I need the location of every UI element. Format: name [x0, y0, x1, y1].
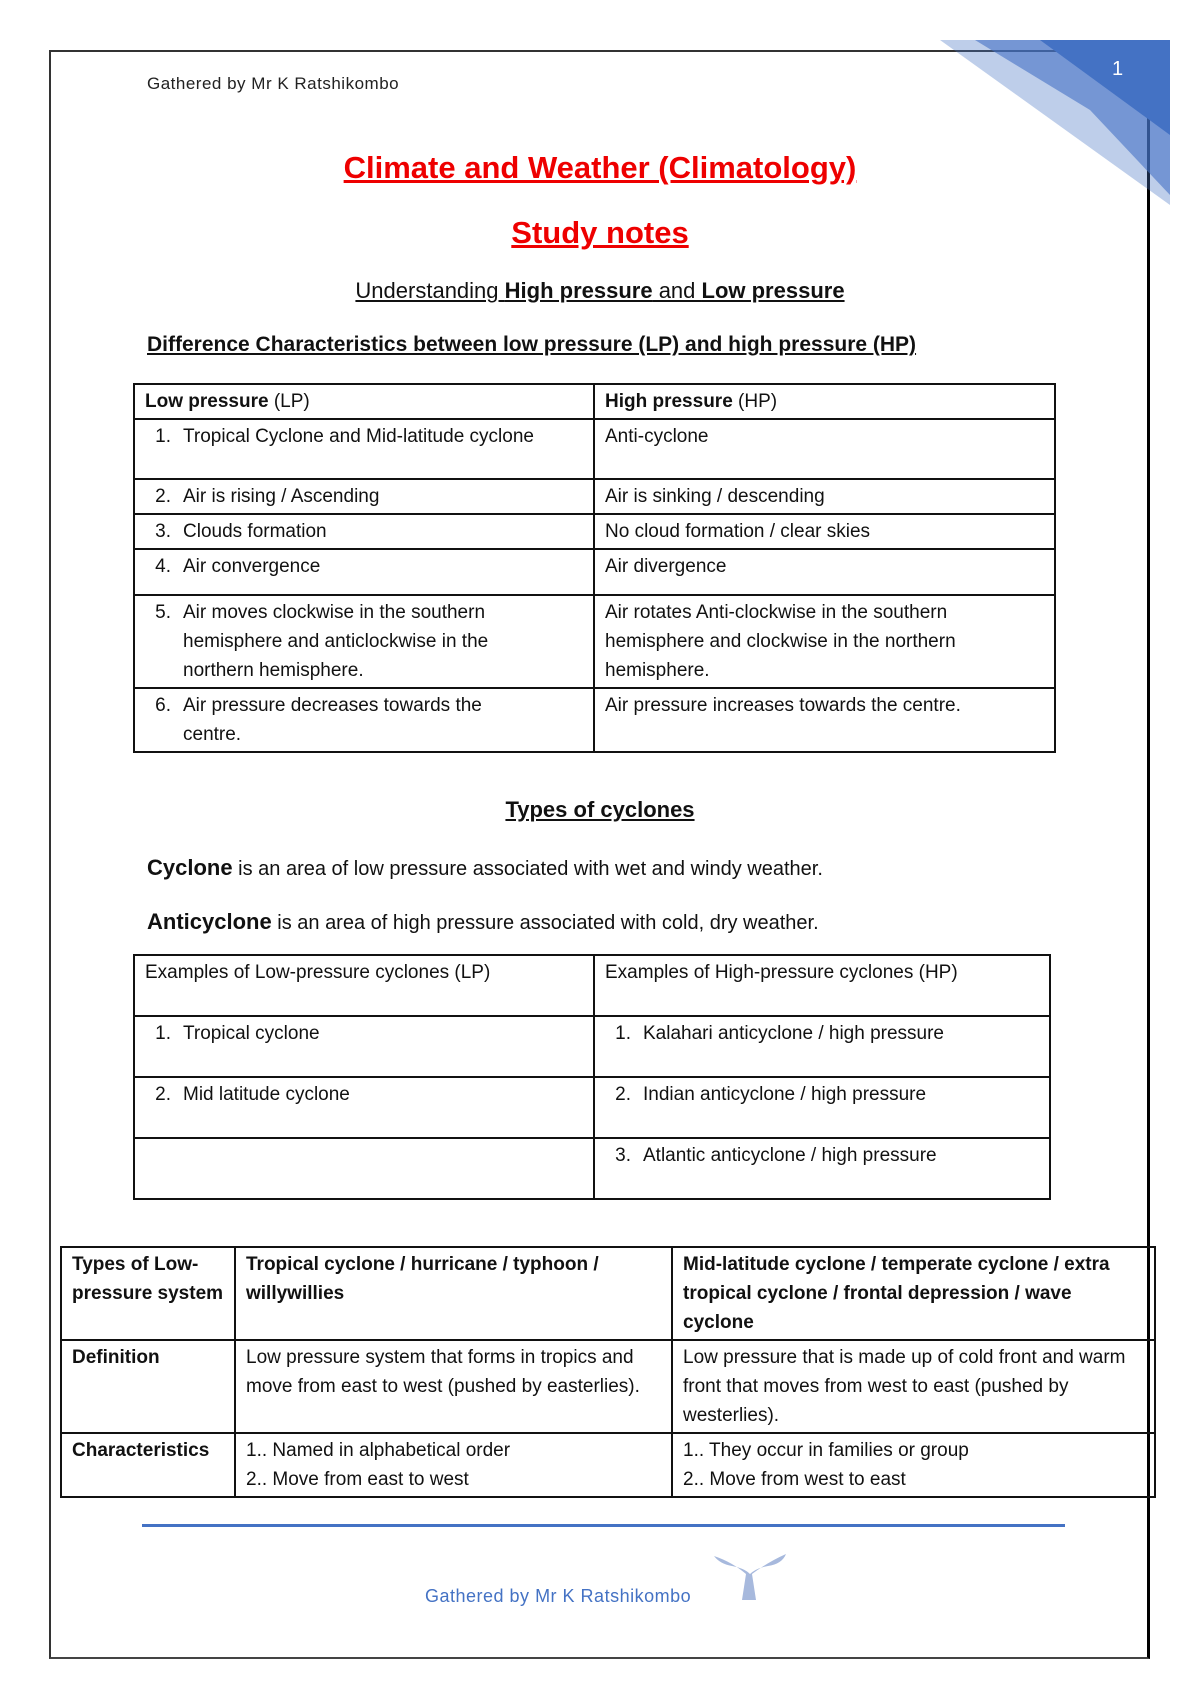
- lp-cell: 3. Clouds formation: [134, 514, 594, 549]
- cyclone-comparison-table: [60, 1246, 1156, 1498]
- tropical-cell: 1.. Named in alphabetical order 2.. Move from east to west: [235, 1433, 672, 1497]
- intro-low: Low pressure: [701, 278, 845, 303]
- hp-example: 3. Atlantic anticyclone / high pressure: [594, 1138, 1050, 1199]
- table-row: [134, 1077, 1050, 1138]
- hp-header: High pressure (HP): [594, 384, 1055, 419]
- table-row: [134, 549, 1055, 595]
- hp-cell: Air divergence: [594, 549, 1055, 595]
- table-row: [61, 1340, 1155, 1433]
- lp-examples-header: Examples of Low-pressure cyclones (LP): [134, 955, 594, 1016]
- examples-table: [133, 954, 1051, 1200]
- difference-heading: Difference Characteristics between low pressure (LP) and high pressure (HP): [147, 333, 917, 356]
- midlatitude-cell: Low pressure that is made up of cold front and warm front that moves from west to east (pushed by westerlies).: [672, 1340, 1155, 1433]
- intro-line: [0, 278, 1200, 304]
- intro-high: High pressure: [504, 278, 653, 303]
- lp-example-empty: [134, 1138, 594, 1199]
- lp-example: 1. Tropical cyclone: [134, 1016, 594, 1077]
- lp-cell: 6. Air pressure decreases towards the centre.: [134, 688, 594, 752]
- lp-cell: 4. Air convergence: [134, 549, 594, 595]
- tropical-cell: Low pressure system that forms in tropics and move from east to west (pushed by easterlies).: [235, 1340, 672, 1433]
- table-row: [134, 595, 1055, 688]
- row-label: Definition: [61, 1340, 235, 1433]
- types-heading: Types of cyclones: [505, 797, 695, 822]
- lp-cell: 2. Air is rising / Ascending: [134, 479, 594, 514]
- document-title: Climate and Weather (Climatology): [343, 150, 857, 185]
- intro-mid: and: [652, 278, 702, 303]
- table-row: [134, 688, 1055, 752]
- hp-cell: Anti-cyclone: [594, 419, 1055, 479]
- lp-header: Low pressure (LP): [134, 384, 594, 419]
- table-row: [61, 1433, 1155, 1497]
- hp-cell: Air is sinking / descending: [594, 479, 1055, 514]
- lp-cell: 5. Air moves clockwise in the southern hemisphere and anticlockwise in the northern hemisphere.: [134, 595, 594, 688]
- table-row: [134, 1016, 1050, 1077]
- midlatitude-cell: Mid-latitude cyclone / temperate cyclone / extra tropical cyclone / frontal depression / wave cyclone: [672, 1247, 1155, 1340]
- hp-cell: No cloud formation / clear skies: [594, 514, 1055, 549]
- row-label: Characteristics: [61, 1433, 235, 1497]
- hp-examples-header: Examples of High-pressure cyclones (HP): [594, 955, 1050, 1016]
- lp-cell: 1. Tropical Cyclone and Mid-latitude cyclone: [134, 419, 594, 479]
- table-row: [134, 419, 1055, 479]
- anticyclone-definition: Anticyclone is an area of high pressure associated with cold, dry weather.: [147, 909, 819, 934]
- lp-hp-table: [133, 383, 1056, 753]
- footer-author: Gathered by Mr K Ratshikombo: [425, 1586, 692, 1606]
- document-subtitle: Study notes: [511, 215, 689, 250]
- cyclone-definition: Cyclone is an area of low pressure associated with wet and windy weather.: [147, 855, 823, 880]
- table-header-row: [134, 384, 1055, 419]
- table-row: [134, 514, 1055, 549]
- footer-divider: [142, 1524, 1065, 1527]
- table-row: [134, 1138, 1050, 1199]
- hp-example: 1. Kalahari anticyclone / high pressure: [594, 1016, 1050, 1077]
- page-number: 1: [1112, 58, 1124, 80]
- row-label: Types of Low-pressure system: [61, 1247, 235, 1340]
- hp-example: 2. Indian anticyclone / high pressure: [594, 1077, 1050, 1138]
- tropical-cell: Tropical cyclone / hurricane / typhoon / willywillies: [235, 1247, 672, 1340]
- header-author: Gathered by Mr K Ratshikombo: [147, 74, 400, 93]
- midlatitude-cell: 1.. They occur in families or group 2.. Move from west to east: [672, 1433, 1155, 1497]
- bird-logo-icon: [712, 1552, 788, 1604]
- hp-cell: Air pressure increases towards the centre.: [594, 688, 1055, 752]
- table-row: [61, 1247, 1155, 1340]
- table-row: [134, 479, 1055, 514]
- hp-cell: Air rotates Anti-clockwise in the southern hemisphere and clockwise in the northern hemisphere.: [594, 595, 1055, 688]
- intro-pre: Understanding: [355, 278, 505, 303]
- lp-example: 2. Mid latitude cyclone: [134, 1077, 594, 1138]
